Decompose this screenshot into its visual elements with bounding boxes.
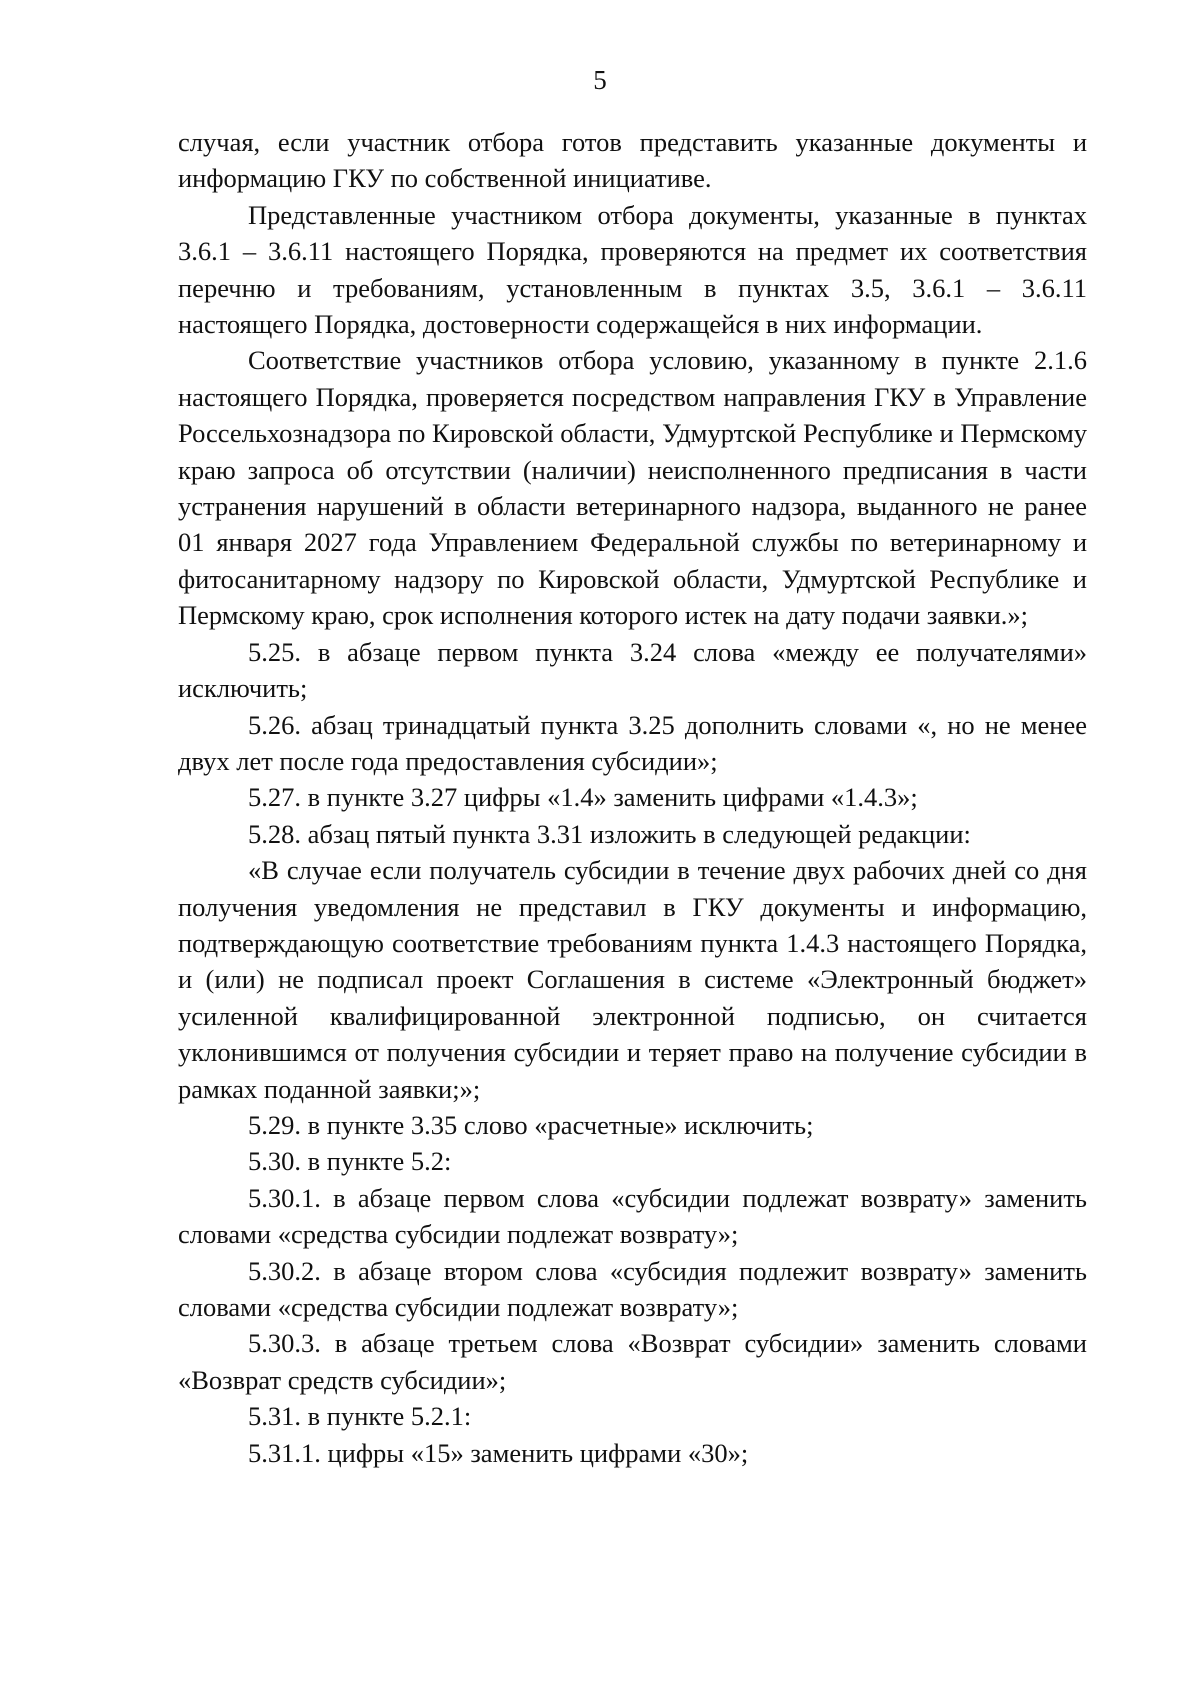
quoted-new-wording: «В случае если получатель субсидии в течение двух рабочих дней со дня получения уведомления не представил в ГКУ документы и информацию, подтверждающую соответствие требованиям пункта 1.4.3 настоящего Порядка, и (или) не подписал проект Соглашения в системе «Электронный бюджет» усиленной квалифицированной электронной подписью, он считается уклонившимся от получения субсидии и теряет право на получение субсидии в рамках поданной заявки;»; <box>178 855 1087 1104</box>
paragraph-documents-check: Представленные участником отбора документы, указанные в пунктах 3.6.1 – 3.6.11 настоящего Порядка, проверяются на предмет их соответствия перечню и требованиям, установленным в пунктах 3.5, 3.6.1 – 3.6.11 настоящего Порядка, достоверности содержащейся в них информации. <box>178 199 1087 340</box>
clause-5-30: 5.30. в пункте 5.2: <box>248 1146 452 1177</box>
clause-5-26: 5.26. абзац тринадцатый пункта 3.25 дополнить словами «, но не менее двух лет после года предоставления субсидии»; <box>178 709 1087 776</box>
clause-5-30-1: 5.30.1. в абзаце первом слова «субсидии подлежат возврату» заменить словами «средства субсидии подлежат возврату»; <box>178 1182 1087 1250</box>
clause-5-28: 5.28. абзац пятый пункта 3.31 изложить в следующей редакции: <box>248 818 971 849</box>
document-body <box>178 124 1087 1471</box>
clause-5-30-3: 5.30.3. в абзаце третьем слова «Возврат субсидии» заменить словами «Возврат средств субсидии»; <box>178 1328 1087 1395</box>
clause-5-27: 5.27. в пункте 3.27 цифры «1.4» заменить цифрами «1.4.3»; <box>248 782 918 813</box>
clause-5-29: 5.29. в пункте 3.35 слово «расчетные» исключить; <box>248 1109 814 1140</box>
page-number: 5 <box>593 65 607 95</box>
clause-5-30-2: 5.30.2. в абзаце втором слова «субсидия подлежит возврату» заменить словами «средства субсидии подлежат возврату»; <box>178 1255 1087 1322</box>
clause-5-25: 5.25. в абзаце первом пункта 3.24 слова «между ее получателями» исключить; <box>178 636 1087 704</box>
clause-5-31-1: 5.31.1. цифры «15» заменить цифрами «30»; <box>248 1437 749 1468</box>
clause-5-31: 5.31. в пункте 5.2.1: <box>248 1401 472 1432</box>
paragraph-continuation: случая, если участник отбора готов представить указанные документы и информацию ГКУ по собственной инициативе. <box>178 127 1087 194</box>
paragraph-compliance-check: Соответствие участников отбора условию, указанному в пункте 2.1.6 настоящего Порядка, проверяется посредством направления ГКУ в Управление Россельхознадзора по Кировской области, Удмуртской Республике и Пермскому краю запроса об отсутствии (наличии) неисполненного предписания в части устранения нарушений в области ветеринарного надзора, выданного не ранее 01 января 2027 года Управлением Федеральной службы по ветеринарному и фитосанитарному надзору по Кировской области, Удмуртской Республике и Пермскому краю, срок исполнения которого истек на дату подачи заявки.»; <box>178 345 1087 631</box>
